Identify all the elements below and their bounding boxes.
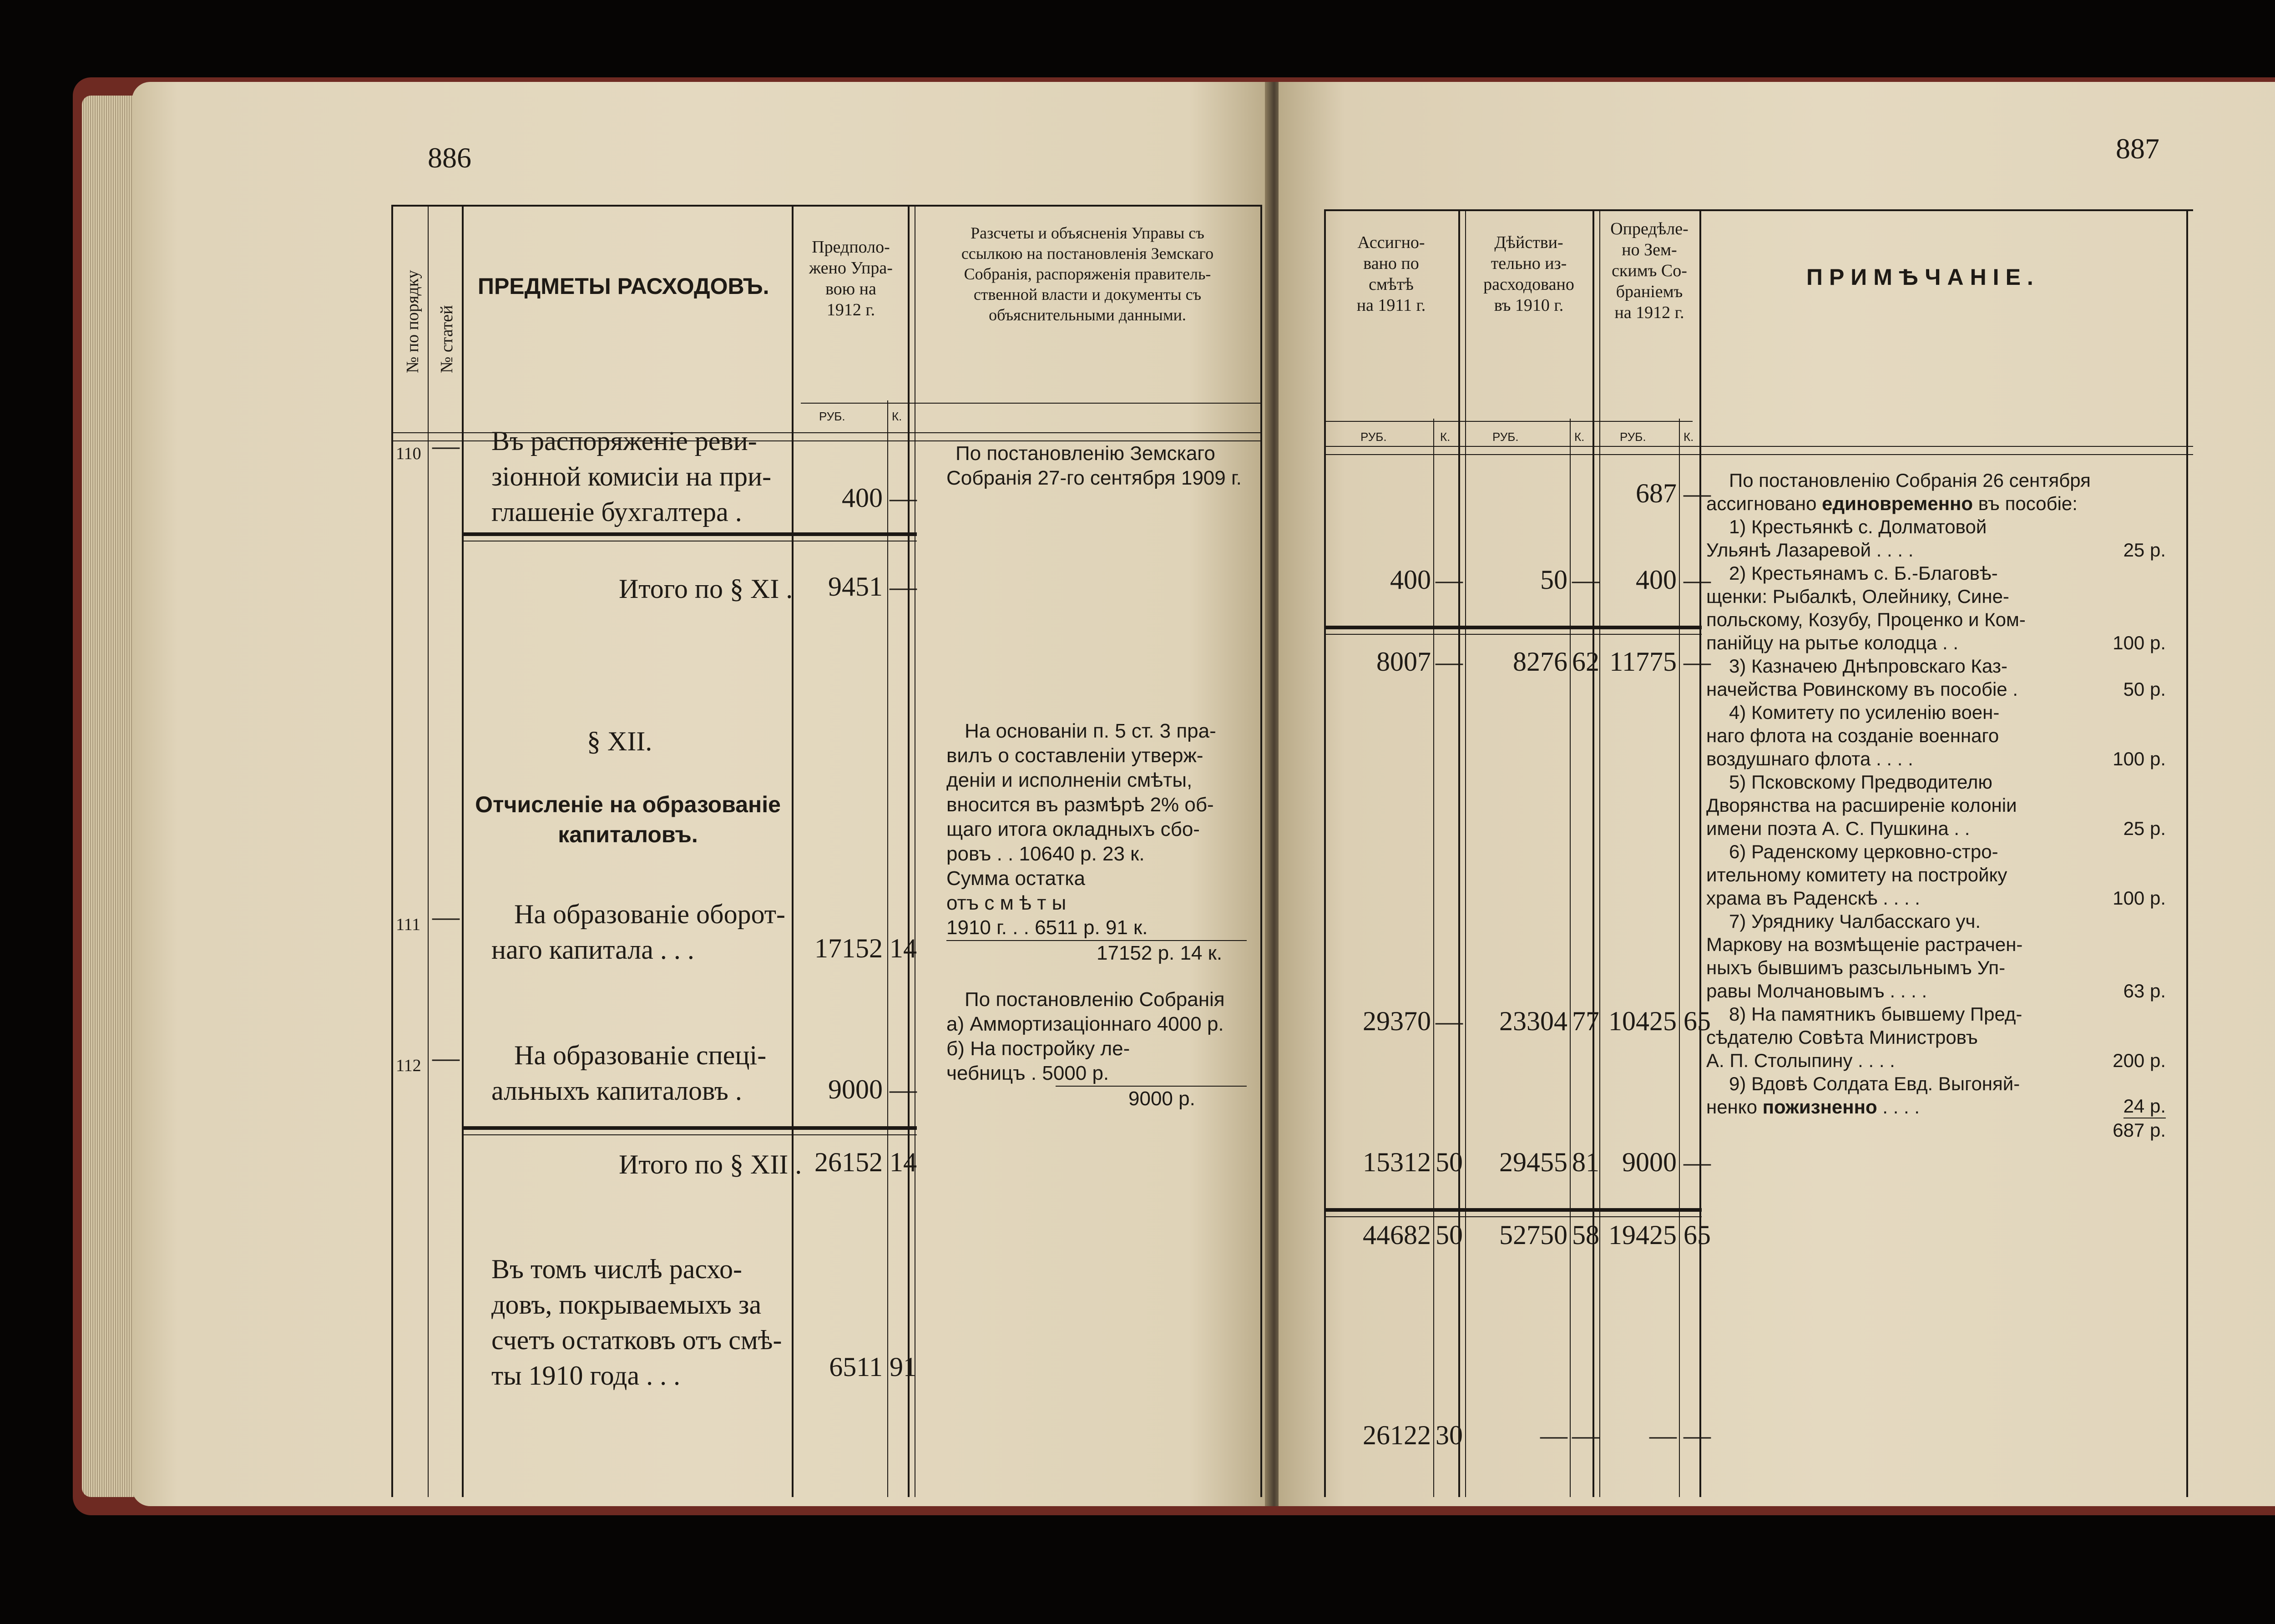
col-border bbox=[1260, 205, 1262, 1497]
actual-kop: 77 bbox=[1572, 1006, 1599, 1036]
total-kop: — bbox=[890, 572, 917, 602]
actual-rub: — bbox=[1540, 1420, 1567, 1450]
proposed-rub: 6511 bbox=[829, 1352, 883, 1382]
subtotal-rule bbox=[1324, 626, 1702, 629]
right-page bbox=[1279, 82, 2275, 1506]
assigned-kop: — bbox=[1436, 565, 1463, 595]
page-number-left: 886 bbox=[428, 142, 471, 174]
unit-rub: РУБ. bbox=[819, 410, 845, 423]
actual-rub: 23304 bbox=[1499, 1006, 1567, 1036]
header-actual: Дѣйстви- тельно из- расходовано въ 1910 г. bbox=[1483, 233, 1574, 315]
total-rub: 26152 bbox=[814, 1147, 883, 1177]
unit-kop: К. bbox=[892, 410, 902, 423]
assigned-kop: 30 bbox=[1436, 1420, 1463, 1450]
assigned-kop: 50 bbox=[1436, 1220, 1463, 1250]
unit-kop: К. bbox=[1684, 430, 1694, 444]
article-dash: — bbox=[432, 1042, 460, 1073]
col-border bbox=[1592, 209, 1594, 1497]
note-item: 3) Казначею Днѣпровскаго Каз- начейства Ровинскому въ пособіе . 50 р. bbox=[1706, 655, 2166, 700]
item-text: Въ томъ числѣ расхо- довъ, покрываемыхъ за счетъ остатковъ отъ смѣ- ты 1910 года . . . bbox=[491, 1254, 782, 1391]
determined-rub: 10425 bbox=[1608, 1006, 1677, 1036]
col-border bbox=[1433, 419, 1434, 1497]
header-note: ПРИМѢЧАНІЕ. bbox=[1806, 264, 2040, 290]
row-number: 110 bbox=[396, 444, 421, 463]
item-text: Въ распоряженіе реви- зіонной комисіи на при- глашеніе бухгалтера . bbox=[491, 426, 772, 527]
proposed-rub: 17152 bbox=[814, 933, 883, 963]
page-number-right: 887 bbox=[2116, 132, 2159, 165]
col-border bbox=[1458, 209, 1460, 1497]
determined-kop: 65 bbox=[1684, 1006, 1711, 1036]
assigned-kop: — bbox=[1436, 647, 1463, 677]
unit-rule bbox=[801, 403, 1260, 404]
unit-rule bbox=[1324, 421, 1693, 422]
subtotal-rule bbox=[462, 1126, 917, 1130]
actual-rub: 29455 bbox=[1499, 1147, 1567, 1177]
determined-rub: 19425 bbox=[1608, 1220, 1677, 1250]
assigned-rub: 15312 bbox=[1363, 1147, 1431, 1177]
left-page bbox=[132, 82, 1269, 1506]
subtotal-rule bbox=[1324, 1208, 1702, 1212]
row-number: 111 bbox=[396, 915, 421, 934]
actual-rub: 50 bbox=[1540, 565, 1567, 595]
col-border bbox=[1699, 209, 1701, 1497]
col-border bbox=[391, 205, 393, 1497]
unit-kop: К. bbox=[1440, 430, 1451, 444]
total-rub: 9451 bbox=[828, 572, 883, 602]
determined-kop: — bbox=[1684, 565, 1711, 595]
note-item: 4) Комитету по усиленію воен- наго флота на созданіе военнаго воздушнаго флота . . . . 100 р. bbox=[1706, 702, 2166, 769]
article-dash: — bbox=[432, 901, 460, 931]
header-determined: Опредѣле- но Зем- скимъ Со- браніемъ на 1912 г. bbox=[1610, 219, 1689, 322]
col-border bbox=[1599, 209, 1600, 1497]
determined-kop: — bbox=[1684, 478, 1711, 508]
row-number: 112 bbox=[396, 1056, 421, 1075]
actual-kop: 58 bbox=[1572, 1220, 1599, 1250]
subtotal-rule-2 bbox=[1324, 634, 1702, 635]
total-label: Итого по § XII . bbox=[619, 1149, 802, 1179]
actual-rub: 52750 bbox=[1499, 1220, 1567, 1250]
actual-kop: 62 bbox=[1572, 647, 1599, 677]
header-no-order: № по порядку bbox=[403, 270, 422, 373]
assigned-rub: 44682 bbox=[1363, 1220, 1431, 1250]
assigned-kop: — bbox=[1436, 1006, 1463, 1036]
col-border bbox=[887, 400, 888, 1497]
assigned-kop: 50 bbox=[1436, 1147, 1463, 1177]
header-explanations: Разсчеты и объясненія Управы съ ссылкою на постановленія Земскаго Собранія, распоряженія правитель- ственной власти и документы съ объяснительными данными. bbox=[961, 224, 1214, 324]
proposed-kop: 91 bbox=[890, 1352, 917, 1382]
determined-rub: 400 bbox=[1636, 565, 1677, 595]
unit-rub: РУБ. bbox=[1492, 430, 1519, 444]
assigned-rub: 400 bbox=[1390, 565, 1431, 595]
determined-kop: — bbox=[1684, 1420, 1711, 1450]
subtotal-rule-2 bbox=[1324, 1216, 1702, 1217]
determined-kop: — bbox=[1684, 1147, 1711, 1177]
item-text: На образованіе спеці- альныхъ капиталовъ . bbox=[491, 1040, 767, 1106]
unit-rub: РУБ. bbox=[1620, 430, 1646, 444]
note-item: 6) Раденскому церковно-стро- ительному комитету на постройку храма въ Раденскѣ . . . . 100 р. bbox=[1706, 841, 2166, 909]
item-text: На образованіе оборот- наго капитала . . . bbox=[491, 899, 785, 965]
header-no-article: № статей bbox=[437, 305, 456, 373]
determined-rub: 9000 bbox=[1622, 1147, 1677, 1177]
assigned-rub: 29370 bbox=[1363, 1006, 1431, 1036]
header-proposed: Предполо- жено Упра- вою на 1912 г. bbox=[809, 238, 893, 319]
col-border bbox=[1679, 419, 1680, 1497]
header-rule-2 bbox=[1324, 454, 2193, 455]
subtotal-rule-2 bbox=[462, 1134, 917, 1135]
determined-rub: — bbox=[1649, 1420, 1677, 1450]
actual-kop: — bbox=[1572, 565, 1599, 595]
explanation: По постановленію Земскаго Собранія 27-го сентября 1909 г. bbox=[946, 442, 1242, 489]
col-border bbox=[1465, 209, 1466, 1497]
note-total: 687 р. bbox=[2113, 1119, 2166, 1141]
determined-kop: — bbox=[1684, 647, 1711, 677]
determined-rub: 11775 bbox=[1609, 647, 1677, 677]
left-page-stack bbox=[82, 96, 136, 1497]
explanation: По постановленію Собранія а) Аммортизаціоннаго 4000 р. б) На постройку ле- чебницъ . 5000 р. 9000 р. bbox=[946, 987, 1247, 1111]
total-label: Итого по § XI . bbox=[619, 574, 793, 604]
table-top-rule bbox=[391, 205, 1260, 207]
determined-rub: 687 bbox=[1636, 478, 1677, 508]
section-subtitle: Отчисленіе на образованіе капиталовъ. bbox=[475, 792, 781, 847]
total-kop: 14 bbox=[890, 1147, 917, 1177]
col-border bbox=[1324, 209, 1326, 1497]
determined-kop: 65 bbox=[1684, 1220, 1711, 1250]
actual-kop: 81 bbox=[1572, 1147, 1599, 1177]
article-dash: — bbox=[432, 430, 460, 460]
col-border bbox=[792, 205, 794, 1497]
table-top-rule bbox=[1324, 209, 2193, 211]
proposed-kop: — bbox=[890, 1074, 917, 1104]
note-item: 7) Уряднику Чалбасскаго уч. Маркову на возмѣщеніе растрачен- ныхъ бывшимъ разсыльнымъ Уп- равы Молчановымъ . . . . 63 р. bbox=[1706, 911, 2166, 1002]
col-border bbox=[908, 205, 910, 1497]
header-subject: ПРЕДМЕТЫ РАСХОДОВЪ. bbox=[478, 273, 769, 299]
header-assigned: Ассигно- вано по смѣтѣ на 1911 г. bbox=[1356, 233, 1426, 315]
header-rule bbox=[1324, 446, 2193, 447]
proposed-kop: 14 bbox=[890, 933, 917, 963]
col-border bbox=[462, 205, 464, 1497]
proposed-rub: 9000 bbox=[828, 1074, 883, 1104]
section-title: § XII. bbox=[587, 726, 652, 756]
assigned-rub: 26122 bbox=[1363, 1420, 1431, 1450]
note-item: 2) Крестьянамъ с. Б.-Благовѣ- щенки: Рыбалкѣ, Олейнику, Сине- польскому, Козубу, Проценко и Ком- панійцу на рытье колодца . . 100 р. bbox=[1706, 562, 2166, 653]
note-item: 8) На памятникъ бывшему Пред- сѣдателю Совѣта Министровъ А. П. Столыпину . . . . 200 р. bbox=[1706, 1003, 2166, 1071]
note-text: По постановленію Собранія 26 сентября ассигновано единовременно въ пособіе: 1) Крестьянкѣ с. Долматовой Ульянѣ Лазаревой . . . . 25 р. 2) Крестьянамъ с. Б.-Благовѣ- щенки: Рыбалкѣ, Олейнику, Сине- польскому, Козубу, Проценко и Ком- панійцу на рытье колодца . . 100 р. 3) Казначею Днѣпровскаго Каз- начейства Ровинскому въ пособіе . 50 р. 4) Комитету по усиленію воен- наго флота на созданіе военнаго воздушнаго флота . . . . 100 р. 5) Псковскому Предводителю Дворянства на расширеніе колоніи имени поэта А. С. Пушкина . . 25 р. 6) Раденскому церковно-стро- ительному комитету на постройку храма въ Раденскѣ . . . . 100 р. 7) Уряднику Чалбасскаго уч. Маркову на возмѣщеніе растрачен- ныхъ бывшимъ разсыльнымъ Уп- равы Молчановымъ . . . . 63 р. 8) На памятникъ бывшему Пред- сѣдателю Совѣта Министровъ А. П. Столыпину . . . . 200 р. 9) Вдовѣ Солдата Евд. Выгоняй- ненко пожизненно . . . . 24 р. 687 р. bbox=[1706, 469, 2184, 1142]
col-border bbox=[1570, 419, 1571, 1497]
note-item: 9) Вдовѣ Солдата Евд. Выгоняй- ненко пожизненно . . . . 24 р. bbox=[1706, 1073, 2166, 1118]
proposed-rub: 400 bbox=[842, 483, 883, 513]
actual-kop: — bbox=[1572, 1420, 1599, 1450]
note-item: 1) Крестьянкѣ с. Долматовой Ульянѣ Лазаревой . . . . 25 р. bbox=[1706, 516, 2166, 561]
subtotal-rule bbox=[462, 532, 917, 536]
assigned-rub: 8007 bbox=[1376, 647, 1431, 677]
unit-rub: РУБ. bbox=[1360, 430, 1387, 444]
col-border bbox=[428, 205, 429, 1497]
unit-kop: К. bbox=[1574, 430, 1585, 444]
col-border bbox=[2186, 209, 2188, 1497]
proposed-kop: — bbox=[890, 483, 917, 513]
actual-rub: 8276 bbox=[1513, 647, 1567, 677]
note-item: 5) Псковскому Предводителю Дворянства на расширеніе колоніи имени поэта А. С. Пушкина . . 25 р. bbox=[1706, 771, 2166, 839]
explanation: На основаніи п. 5 ст. 3 пра- вилъ о составленіи утверж- деніи и исполненіи смѣты, вносится въ размѣрѣ 2% об- щаго итога окладныхъ сбо- ровъ . . 10640 р. 23 к. Сумма остатка отъ с м ѣ т ы 1910 г. . . 6511 р. 91 к. 17152 р. 14 к. bbox=[946, 719, 1247, 966]
